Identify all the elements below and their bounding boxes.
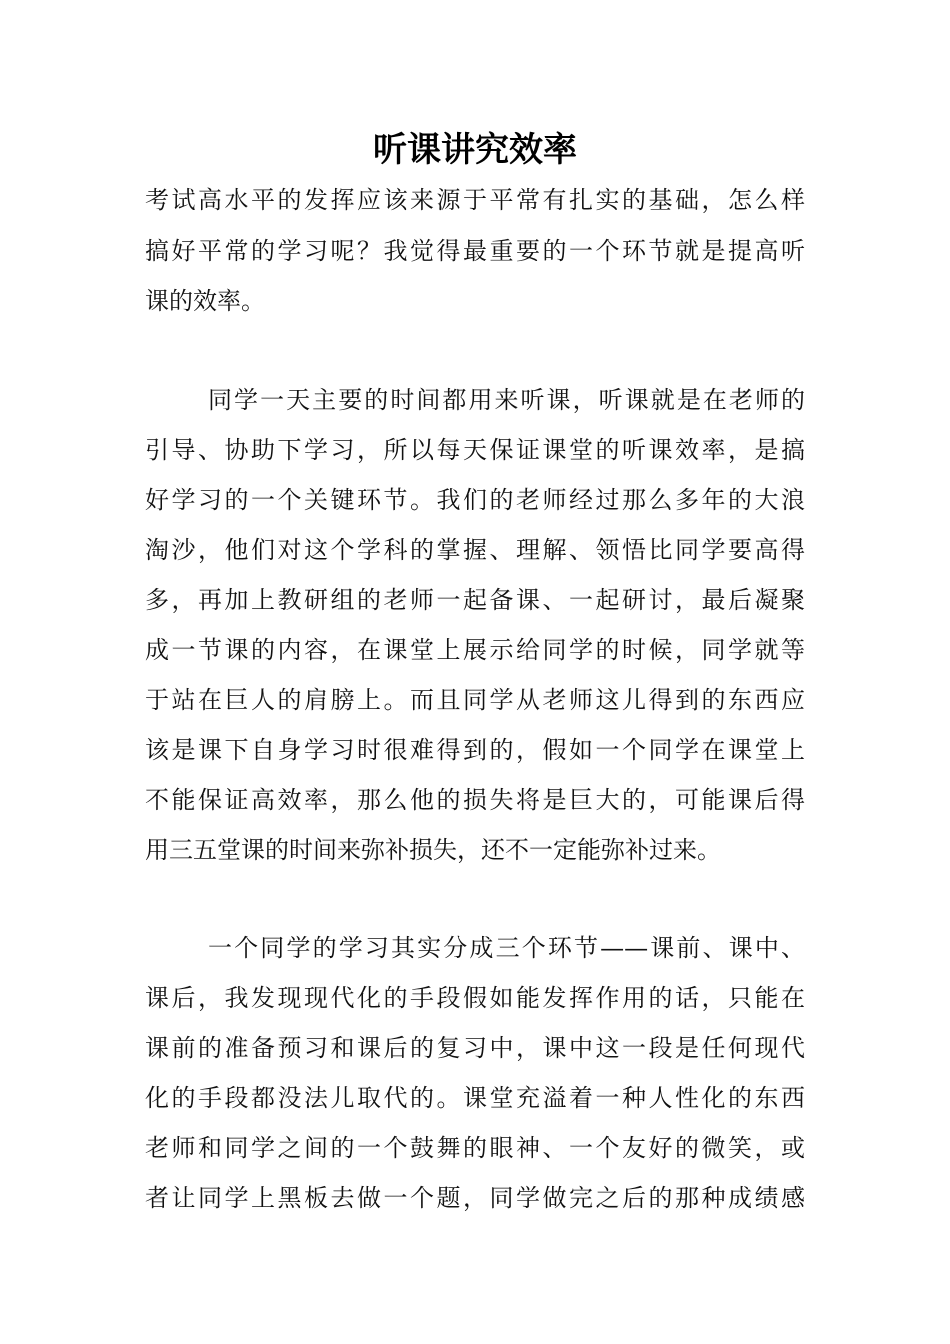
document-title: 听课讲究效率 — [373, 130, 577, 170]
paragraph-3-line-3: 课前的准备预习和课后的复习中，课中这一段是任何现代 — [145, 1034, 805, 1062]
paragraph-2-line-4: 淘沙，他们对这个学科的掌握、理解、领悟比同学要高得 — [145, 536, 805, 564]
paragraph-2-line-9: 不能保证高效率，那么他的损失将是巨大的，可能课后得 — [145, 786, 805, 814]
paragraph-2-line-3: 好学习的一个关键环节。我们的老师经过那么多年的大浪 — [145, 486, 805, 514]
paragraph-1-line-1: 考试高水平的发挥应该来源于平常有扎实的基础，怎么样 — [145, 186, 805, 214]
paragraph-2-line-7: 于站在巨人的肩膀上。而且同学从老师这儿得到的东西应 — [145, 686, 805, 714]
paragraph-3-line-5: 老师和同学之间的一个鼓舞的眼神、一个友好的微笑，或 — [145, 1134, 805, 1162]
paragraph-3-line-2: 课后，我发现现代化的手段假如能发挥作用的话，只能在 — [145, 984, 805, 1012]
paragraph-3-line-6: 者让同学上黑板去做一个题，同学做完之后的那种成绩感 — [145, 1184, 805, 1212]
paragraph-2-line-6: 成一节课的内容，在课堂上展示给同学的时候，同学就等 — [145, 636, 805, 664]
paragraph-3-line-4: 化的手段都没法儿取代的。课堂充溢着一种人性化的东西 — [145, 1084, 805, 1112]
paragraph-3-line-1: 一个同学的学习其实分成三个环节——课前、课中、 — [208, 934, 805, 962]
paragraph-2-line-2: 引导、协助下学习，所以每天保证课堂的听课效率，是搞 — [145, 436, 805, 464]
paragraph-2-line-8: 该是课下自身学习时很难得到的，假如一个同学在课堂上 — [145, 736, 805, 764]
paragraph-2-line-10: 用三五堂课的时间来弥补损失，还不一定能弥补过来。 — [145, 836, 721, 864]
paragraph-2-line-5: 多，再加上教研组的老师一起备课、一起研讨，最后凝聚 — [145, 586, 805, 614]
paragraph-1-line-3: 课的效率。 — [145, 287, 265, 315]
paragraph-1-line-2: 搞好平常的学习呢？我觉得最重要的一个环节就是提高听 — [145, 237, 805, 265]
paragraph-2-line-1: 同学一天主要的时间都用来听课，听课就是在老师的 — [208, 386, 805, 414]
